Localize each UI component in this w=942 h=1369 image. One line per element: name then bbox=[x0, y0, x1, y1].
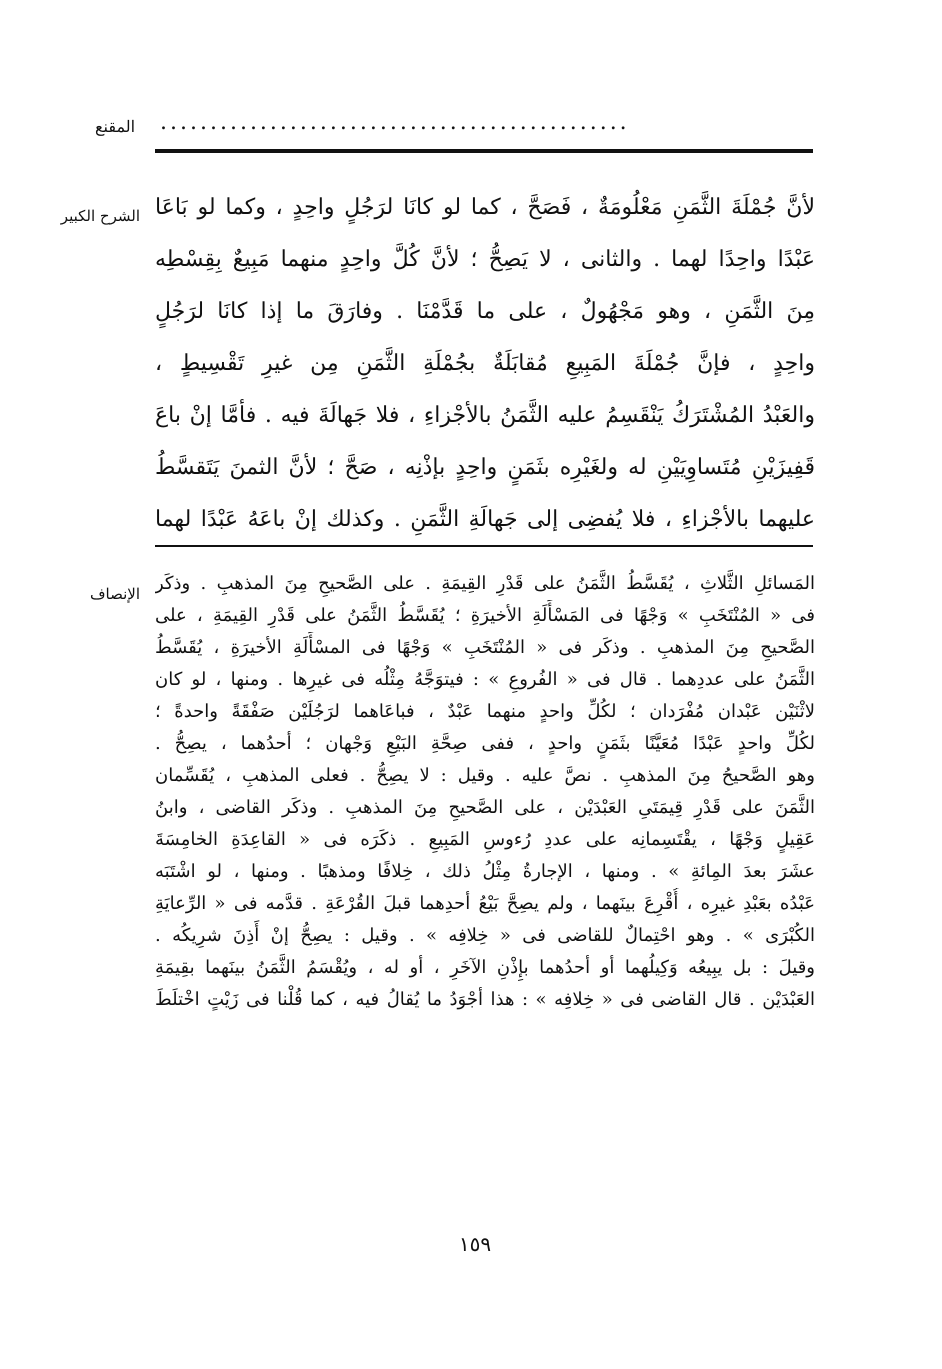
sharh-line: قَفِيزَيْنِ مُتَساوِيَيْنِ له ولغَيْرِه بثَمَنٍ واحِدٍ بإذْنِه ، صَحَّ ؛ لأنَّ الثمنَ يَتَقسَّطُ bbox=[155, 455, 815, 480]
section-divider bbox=[155, 545, 813, 547]
sharh-line: مِنَ الثَّمَنِ ، وهو مَجْهُولٌ ، على ما قَدَّمْنَا . وفارَقَ ما إذا كانَا لرَجُلٍ bbox=[155, 299, 815, 324]
insaf-line: الكُبْرَى » . وهو احْتِمالٌ للقاضى فى « خِلافِه » . وقيل : يصِحُّ إنْ أَذِنَ شرِيكُه . bbox=[155, 925, 815, 946]
insaf-line: المَسائلِ الثَّلاثِ ، يُقَسَّطُ الثَّمَنُ على قَدْرِ القِيمَةِ . على الصَّحيحِ مِنَ المذهبِ . وذكَر bbox=[155, 573, 815, 594]
insaf-line: فى « المُنْتَخَبِ » وَجْهًا فى المَسْأَلَةِ الأخيرَةِ ؛ يُقَسَّطُ الثَّمَنُ على قَدْرِ القِيمَةِ ، على bbox=[155, 605, 815, 626]
page-number: ١٥٩ bbox=[458, 1232, 492, 1256]
running-header-title: المقنع bbox=[95, 117, 136, 136]
running-header-dots: ............................................... bbox=[160, 112, 630, 134]
sharh-line: عليهما بالأجْزاءِ ، فلا يُفضِى إلى جَهالَةِ الثَّمَنِ . وكذلك إنْ باعَهُ عَبْدًا لهما bbox=[155, 507, 815, 532]
section-label-sharh: الشرح الكبير bbox=[60, 207, 140, 225]
sharh-line: عَبْدًا واحِدًا لهما . والثانى ، لا يَصِحُّ ؛ لأنَّ كُلَّ واحِدٍ منهما مَبِيعٌ بِقِسْطِه bbox=[155, 247, 815, 272]
insaf-line: الصَّحيحِ مِنَ المذهبِ . وذكَر فى « المُنْتَخَبِ » وَجْهًا فى المسْأَلَةِ الأخيرَةِ ، يُقَسَّطُ bbox=[155, 637, 815, 658]
header-rule bbox=[155, 149, 813, 153]
sharh-line: واحِدٍ ، فإنَّ جُمْلَةَ المَبِيعِ مُقابَلَةٌ بجُمْلَةِ الثَّمَنِ مِن غيرِ تَقْسِيطٍ ، bbox=[155, 351, 815, 376]
insaf-line: وهو الصَّحيحُ مِنَ المذهبِ . نصَّ عليه . وقيل : لا يصِحُّ . فعلى المذهبِ ، يُقَسِّمان bbox=[155, 765, 815, 786]
section-label-insaf: الإنصاف bbox=[89, 585, 140, 603]
insaf-line: الثَّمَنَ على قَدْرِ قِيمَتَىِ العَبْدَيْن ، على الصَّحيحِ مِنَ المذهبِ . وذكَر القاضى ، وابنُ bbox=[155, 797, 815, 818]
insaf-line: لاثْنَيْن عَبْدان مُفْرَدان ؛ لكُلِّ واحدٍ منهما عَبْدٌ ، فباعَاهما لرَجُلَيْن صَفْقَةً واحدةً ؛ bbox=[155, 701, 815, 722]
sharh-line: والعَبْدُ المُشْتَرَكُ يَنْقَسِمُ عليه الثَّمَنُ بالأجْزاءِ ، فلا جَهالَةَ فيه . فأمَّا إنْ باعَ bbox=[155, 403, 815, 428]
insaf-line: لكُلِّ واحدٍ عَبْدًا مُعَيَّنًا بثَمَنٍ واحدٍ ، ففى صِحَّةِ البَيْعِ وَجْهان ؛ أحدُهما ، يصِحُّ . bbox=[155, 733, 815, 754]
insaf-line: وقيلَ : بل يبِيعُه وَكِيلُهما أو أحدُهما بإِذْنِ الآخَرِ ، أو له ، ويُقْسَمُ الثَّمَنُ بينَهما بقِيمَةِ bbox=[155, 957, 815, 978]
insaf-line: عَبْدُه بعَبْدِ غيرِه ، أُقْرِعَ بينَهما ، ولم يصِحَّ بَيْعُ أحدِهما قبلَ القُرْعَةِ . قدَّمه فى « الرِّعايَةِ bbox=[155, 893, 815, 914]
insaf-text-block bbox=[155, 568, 815, 1016]
insaf-line: عشَرَ بعدَ المِائةِ » . ومنها ، الإجارةُ مِثْلُ ذلك ، خِلافًا ومذهبًا . ومنها ، لو اشْتَبَه bbox=[155, 861, 815, 882]
insaf-line: العَبْدَيْن . قال القاضى فى « خِلافِه » : هذا أجْوَدُ ما يُقالُ فيه ، كما قُلْنا فى زَيْتٍ اخْتلَطَ bbox=[155, 989, 815, 1010]
insaf-line: عَقِيلٍ وَجْهًا ، يقْتَسِمانِه على عددِ رُءوسِ المَبِيعِ . ذكَرَه فى « القاعِدَةِ الخامِسَةَ bbox=[155, 829, 815, 850]
sharh-text-block bbox=[155, 182, 815, 546]
sharh-line: لأنَّ جُمْلَةَ الثَّمَنِ مَعْلُومَةٌ ، فَصَحَّ ، كما لو كانَا لرَجُلٍ واحِدٍ ، وكما لو بَاعَا bbox=[155, 195, 815, 220]
insaf-line: الثَّمَنُ على عددِهما . قال فى « الفُروعِ » : فيتوَجَّهُ مِثْلُه فى غيرِها . ومنها ، لو كان bbox=[155, 669, 815, 690]
